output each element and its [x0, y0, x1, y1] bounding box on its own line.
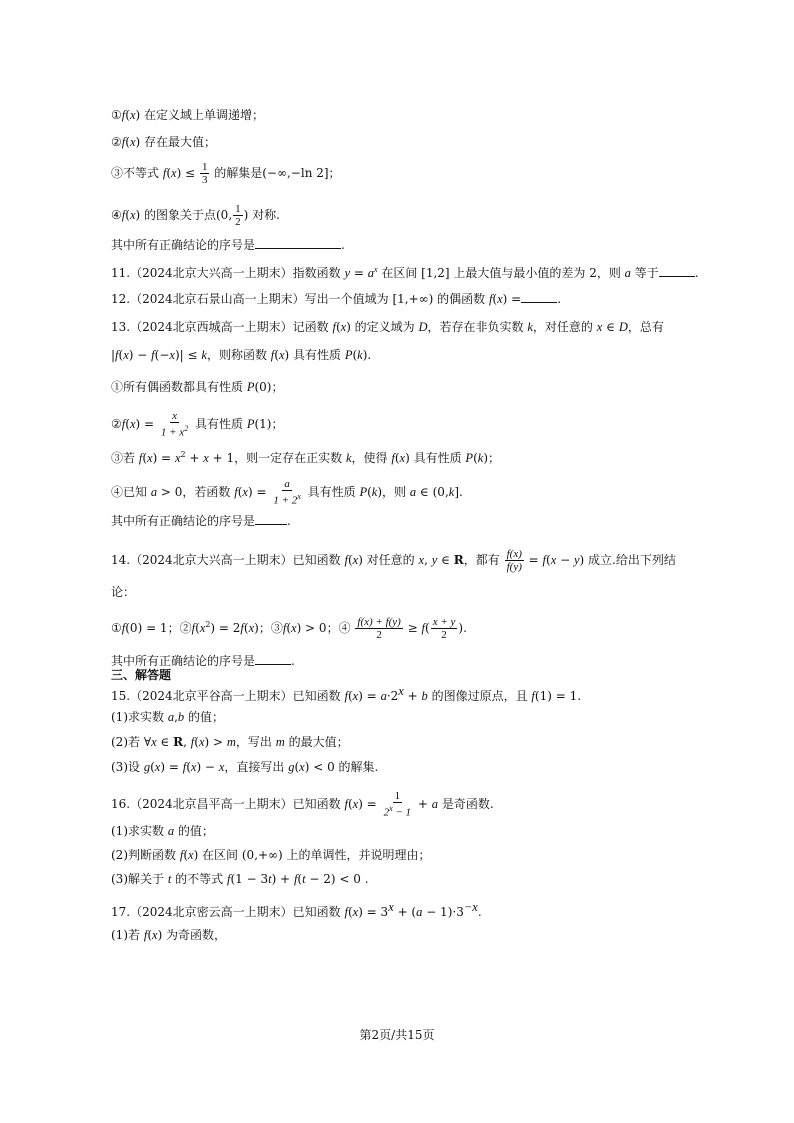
q10-item-2: ②f(x) 存在最大值；: [111, 135, 216, 149]
q16-item-2: (2)判断函数 f(x) 在区间 (0,+∞) 上的单调性，并说明理由；: [111, 848, 431, 862]
section-heading-3: 三、解答题: [111, 668, 172, 682]
question-13-condition: |f(x) − f(−x)| ≤ k，则称函数 f(x) 具有性质 P(k).: [111, 348, 372, 362]
q17-item-1: (1)若 f(x) 为奇函数，: [111, 928, 227, 942]
question-12: 12.（2024北京石景山高一上期末）写出一个值域为 [1,+∞) 的偶函数 f(x) = .: [111, 292, 562, 306]
question-11: 11.（2024北京大兴高一上期末）指数函数 $y = a^x$ 在区间 [1,2] 上最大值与最小值的差为 2，则 a 等于 .: [111, 265, 699, 281]
question-15-intro: 15.（2024北京平谷高一上期末）已知函数 $f(x) = a\cdot 2^x + b$ 的图像过原点，且 f(1) = 1.: [111, 684, 582, 703]
question-17-intro: 17.（2024北京密云高一上期末）已知函数 $f(x) = 3^x + (a - 1)\cdot 3^{-x}$.: [111, 900, 482, 919]
q13-item-2: ②f(x) = $\frac{x}{1 + x^2}$ 具有性质 P(1)；: [111, 410, 284, 439]
q13-answer-line: 其中所有正确结论的序号是 .: [111, 514, 291, 528]
q16-item-1: (1)求实数 a 的值；: [111, 824, 214, 838]
q14-items: ①f(0) = 1；$②f(x^2) = 2f(x)$；③f(x) > 0；④ $\frac{f(x) + f(y)}{2}$ ≥ f( $\frac{x + y}{2}$ ).: [111, 616, 467, 641]
page-footer: 第2页/共15页: [359, 1028, 435, 1042]
q13-item-1: ①所有偶函数都具有性质 P(0)；: [111, 380, 284, 394]
q10-item-1: ①f(x) 在定义域上单调递增；: [111, 108, 264, 122]
q13-item-3: ③若 $f(x) = x^2 + x + 1$，则一定存在正实数 k，使得 f(x) 具有性质 P(k)；: [111, 450, 500, 465]
q16-item-3: (3)解关于 t 的不等式 f(1 − 3t) + f(t − 2) < 0 .: [111, 872, 369, 886]
q15-item-2: (2)若 ∀x ∈ R, f(x) > m，写出 m 的最大值；: [111, 735, 349, 749]
q15-item-1: (1)求实数 a,b 的值；: [111, 710, 224, 724]
q13-item-4: ④已知 a > 0，若函数 f(x) = $\frac{a}{1 + 2^x}$ 具有性质 P(k)，则 a ∈ (0,k].: [111, 478, 463, 507]
q10-answer-line: 其中所有正确结论的序号是 .: [111, 238, 345, 252]
q10-item-3: ③不等式 f(x) ≤ $\frac{1}{3}$ 的解集是(−∞,−ln 2]；: [111, 161, 341, 186]
question-14-intro: 14.（2024北京大兴高一上期末）已知函数 f(x) 对任意的 x, y ∈ R，都有 $\frac{f(x)}{f(y)}$ = f(x − y) 成立.给出下列结: [111, 548, 676, 573]
question-14-intro-cont: 论：: [111, 585, 136, 599]
fraction-1-3: $\frac{1}{3}$: [201, 161, 208, 186]
q10-item-4: ④f(x) 的图象关于点(0, $\frac{1}{2}$ ) 对称.: [111, 203, 280, 228]
question-16-intro: 16.（2024北京昌平高一上期末）已知函数 f(x) = $\frac{1}{2^x - 1}$ + a 是奇函数.: [111, 790, 494, 819]
q15-item-3: (3)设 g(x) = f(x) − x，直接写出 g(x) < 0 的解集.: [111, 760, 379, 774]
q14-answer-line: 其中所有正确结论的序号是 .: [111, 654, 295, 668]
question-13-intro: 13.（2024北京西城高一上期末）记函数 f(x) 的定义域为 D，若存在非负实数 k，对任意的 x ∈ D，总有: [111, 320, 664, 334]
